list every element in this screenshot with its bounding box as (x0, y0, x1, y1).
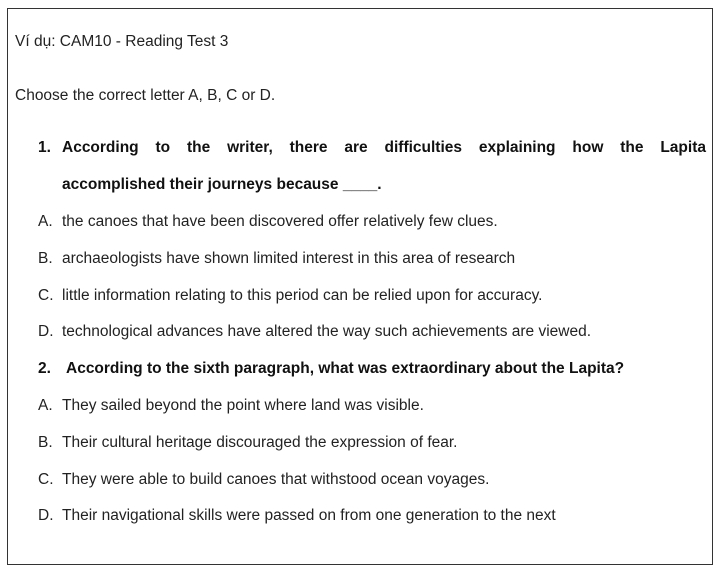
question-text-line: accomplished their journeys because ____. (62, 176, 382, 193)
option-letter: C. (38, 287, 54, 304)
question-number: 2. (38, 360, 51, 377)
question-number: 1. (38, 139, 51, 156)
instruction-text: Choose the correct letter A, B, C or D. (15, 87, 276, 104)
option-text: technological advances have altered the way such achievements are viewed. (62, 323, 592, 340)
option-text: little information relating to this period can be relied upon for accuracy. (62, 287, 543, 304)
option-letter: A. (38, 213, 53, 230)
option-text: Their cultural heritage discouraged the expression of fear. (62, 434, 458, 451)
option-text: They were able to build canoes that withstood ocean voyages. (62, 471, 490, 488)
option-letter: B. (38, 434, 53, 451)
option-text: Their navigational skills were passed on from one generation to the next (62, 507, 556, 524)
question-text-line: According to the sixth paragraph, what was extraordinary about the Lapita? (66, 360, 625, 377)
option-letter: D. (38, 323, 54, 340)
document-frame (7, 8, 713, 565)
option-letter: C. (38, 471, 54, 488)
example-line: Ví dụ: CAM10 - Reading Test 3 (15, 33, 229, 50)
option-letter: D. (38, 507, 54, 524)
option-text: They sailed beyond the point where land was visible. (62, 397, 424, 414)
question-text-line: According to the writer, there are difficulties explaining how the Lapita (62, 139, 706, 156)
option-letter: B. (38, 250, 53, 267)
option-text: the canoes that have been discovered offer relatively few clues. (62, 213, 498, 230)
option-text: archaeologists have shown limited interest in this area of research (62, 250, 516, 267)
option-letter: A. (38, 397, 53, 414)
